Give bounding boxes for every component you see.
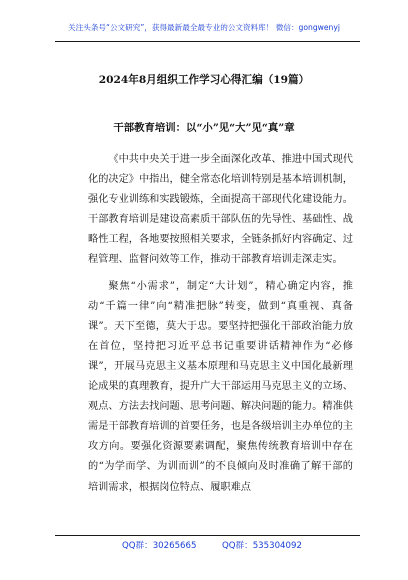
paragraph-2: 聚焦“小需求”，制定“大计划”，精心确定内容，推动“千篇一律”向“精准把脉”转变，做到“真重视、真备课”。天下至德，莫大于忠。要坚持把强化干部政治能力放在首位，坚持把习近平总书记重要讲话精神作为“必修课”，开展马克思主义基本原理和马克思主义中国化最新理论成果的真理教育，提升广大干部运用马克思主义的立场、观点、方法去找问题、思考问题、解决问题的能力。精准供需是干部教育培训的首要任务，也是各级培训主办单位的主攻方向。要强化资源要素调配，聚焦传统教育培训中存在的“为学而学、为训而训”的不良倾向及时准确了解干部的培训需求，根据岗位特点、履职难点: [88, 280, 353, 493]
footer-qq-group-1: QQ群：30265665: [122, 541, 197, 551]
document-body: [88, 150, 353, 498]
footer-qq-group-2: QQ群：535304092: [222, 541, 302, 551]
header-notice: 关注头条号“公文研究”，获得最新最全最专业的公文资料库！ 微信：gongwenyj: [68, 23, 340, 32]
page-footer: [0, 535, 408, 555]
header-divider: [55, 41, 360, 42]
page-header: [0, 0, 408, 52]
paragraph-1: 《中共中央关于进一步全面深化改革、推进中国式现代化的决定》中指出，健全常态化培训特别是基本培训机制，强化专业训练和实践锻炼，全面提高干部现代化建设能力。干部教育培训是建设高素质干部队伍的先导性、基础性、战略性工程，各地要按照相关要求，全链条抓好内容确定、过程管理、监督问效等工作，推动干部教育培训走深走实。: [88, 154, 353, 266]
footer-divider: [55, 535, 360, 536]
document-title: 2024年8月组织工作学习心得汇编（19篇）: [98, 74, 310, 86]
section-title: 干部教育培训：以“小”见“大”见“真”章: [113, 122, 295, 134]
